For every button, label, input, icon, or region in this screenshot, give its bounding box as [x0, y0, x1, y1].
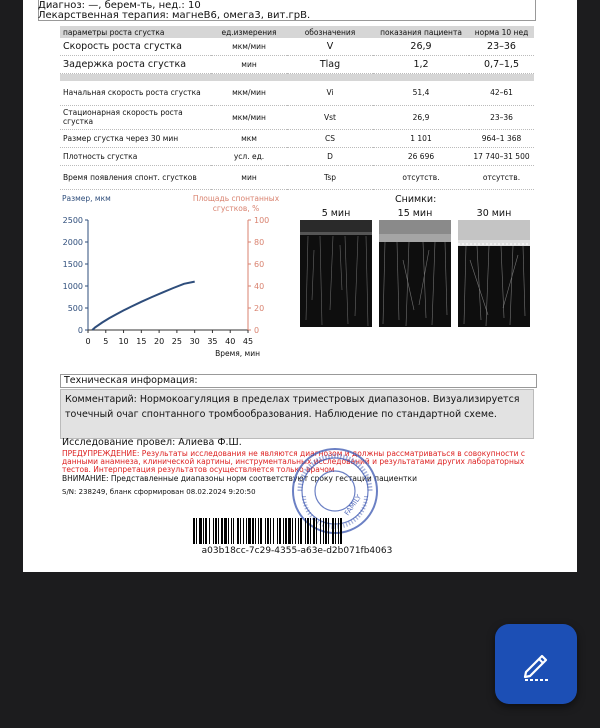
row-symbol: D: [287, 147, 373, 165]
x-tick-label: 0: [85, 337, 91, 346]
row-norm: 964–1 368: [469, 129, 534, 147]
attention-text: ВНИМАНИЕ: Представленные диапазоны норм соответствуют сроку гестации пациентки: [62, 474, 417, 483]
y2-axis-label-line1: Площадь спонтанных: [192, 194, 280, 203]
barcode-bar: [196, 518, 197, 544]
y2-tick-label: 0: [254, 326, 260, 335]
barcode-bar: [273, 518, 274, 544]
barcode: [193, 518, 401, 544]
barcode-bar: [277, 518, 278, 544]
row-norm: 0,7–1,5: [469, 56, 534, 74]
table-row: [60, 105, 534, 129]
barcode-bar: [231, 518, 232, 544]
comment-line-1: Комментарий: Нормокоагуляция в пределах триместровых диапазонов. Визуализируется: [65, 394, 520, 405]
x-tick-label: 5: [103, 337, 109, 346]
x-tick-label: 15: [136, 337, 147, 346]
barcode-bar: [310, 518, 311, 544]
x-tick-label: 30: [189, 337, 200, 346]
row-value: 26,9: [373, 105, 469, 129]
barcode-bar: [193, 518, 195, 544]
barcode-bar: [316, 518, 317, 544]
row-symbol: Vi: [287, 81, 373, 105]
barcode-bar: [246, 518, 247, 544]
barcode-bar: [248, 518, 251, 544]
y2-tick-label: 60: [254, 260, 265, 269]
barcode-bar: [237, 518, 239, 544]
barcode-bar: [205, 518, 207, 544]
comment-box: [60, 389, 534, 439]
serial-number: S/N: 238249, бланк сформирован 08.02.2024 9:20:50: [62, 488, 256, 496]
barcode-bar: [233, 518, 234, 544]
row-symbol: CS: [287, 129, 373, 147]
parameters-table: [60, 26, 534, 190]
row-unit: усл. ед.: [211, 147, 287, 165]
row-norm: отсутств.: [469, 165, 534, 189]
barcode-bar: [265, 518, 266, 544]
stamp-text: FAMILY: [343, 493, 364, 518]
table-row: [60, 165, 534, 189]
barcode-bar: [258, 518, 259, 544]
barcode-bar: [307, 518, 309, 544]
table-row: [60, 147, 534, 165]
col-symbol: обозначения: [287, 26, 373, 38]
x-tick-label: 45: [242, 337, 254, 346]
barcode-bar: [305, 518, 306, 544]
row-name: Стационарная скорость роста сгустка: [60, 105, 211, 129]
edit-pen-icon: [518, 646, 554, 682]
barcode-bar: [255, 518, 256, 544]
barcode-bar: [285, 518, 287, 544]
row-unit: мкм/мин: [211, 105, 287, 129]
barcode-bar: [270, 518, 271, 544]
barcode-bar: [213, 518, 214, 544]
row-name: Начальная скорость роста сгустка: [60, 81, 211, 105]
barcode-bar: [335, 518, 336, 544]
clot-photo-15min: [379, 220, 451, 327]
row-unit: мин: [211, 165, 287, 189]
clot-photo-30min: [458, 220, 530, 327]
table-row: [60, 81, 534, 105]
photo-label-30min: 30 мин: [476, 208, 512, 219]
barcode-bar: [298, 518, 299, 544]
photo-label-5min: 5 мин: [321, 208, 351, 219]
y-tick-label: 1500: [62, 260, 83, 269]
barcode-bar: [228, 518, 229, 544]
row-name: Размер сгустка через 30 мин: [60, 129, 211, 147]
y2-tick-label: 20: [254, 304, 265, 313]
row-unit: мкм/мин: [211, 38, 287, 56]
x-tick-label: 20: [154, 337, 165, 346]
barcode-bar: [313, 518, 315, 544]
barcode-bar: [224, 518, 227, 544]
barcode-bar: [288, 518, 291, 544]
table-row: [60, 38, 534, 56]
row-value: 1,2: [373, 56, 469, 74]
y2-tick-label: 40: [254, 282, 265, 291]
row-norm: 42–61: [469, 81, 534, 105]
barcode-bar: [295, 518, 296, 544]
performed-by: Исследование провел: Алиева Ф.Ш.: [62, 437, 242, 448]
y-tick-label: 500: [67, 304, 83, 313]
barcode-bar: [338, 518, 339, 544]
y-tick-label: 2500: [62, 216, 83, 225]
row-value: 51,4: [373, 81, 469, 105]
barcode-bar: [320, 518, 321, 544]
barcode-bar: [279, 518, 281, 544]
row-name: Плотность сгустка: [60, 147, 211, 165]
row-unit: мкм: [211, 129, 287, 147]
row-norm: 17 740–31 500: [469, 147, 534, 165]
barcode-bar: [292, 518, 293, 544]
barcode-bar: [243, 518, 244, 544]
y2-axis-label-line2: сгустков, %: [212, 204, 260, 213]
barcode-bar: [340, 518, 342, 544]
row-name: Время появления спонт. сгустков: [60, 165, 211, 189]
barcode-text: a03b18cc-7c29-4355-a63e-d2b071fb4063: [201, 546, 393, 556]
row-symbol: Vst: [287, 105, 373, 129]
y-tick-label: 2000: [62, 238, 83, 247]
therapy-line: Лекарственная терапия: магнеВ6, омега3, вит.грВ.: [38, 10, 311, 21]
clot-photo-5min: [300, 220, 372, 327]
barcode-bar: [332, 518, 334, 544]
photo-label-15min: 15 мин: [397, 208, 433, 219]
diagnosis-line: Диагноз: —, берем-ть, нед.: 10: [38, 0, 201, 11]
technical-info-header: Техническая информация:: [60, 374, 537, 388]
warning-text: ПРЕДУПРЕЖДЕНИЕ: Результаты исследования не являются диагнозом и должны рассматриваться в совокупности с данными анамнеза, клинической картины, инструментальных исследований и результатами других лабораторных тестов. Интерпретация результатов осуществляется только врачом: [62, 449, 526, 474]
y-axis-label: Размер, мкм: [62, 194, 111, 203]
x-tick-label: 10: [118, 337, 129, 346]
row-symbol: Tlag: [287, 56, 373, 74]
barcode-bar: [323, 518, 324, 544]
y-tick-label: 1000: [62, 282, 83, 291]
table-row: [60, 129, 534, 147]
barcode-bar: [240, 518, 241, 544]
row-norm: 23–36: [469, 38, 534, 56]
row-unit: мкм/мин: [211, 81, 287, 105]
col-parameter: параметры роста сгустка: [60, 26, 211, 38]
row-name: Скорость роста сгустка: [60, 38, 211, 56]
table-separator: [60, 74, 534, 82]
x-tick-label: 40: [225, 337, 236, 346]
barcode-bar: [252, 518, 254, 544]
row-value: 26,9: [373, 38, 469, 56]
col-norm: норма 10 нед: [469, 26, 534, 38]
row-norm: 23–36: [469, 105, 534, 129]
y2-tick-label: 100: [254, 216, 270, 225]
barcode-bar: [209, 518, 210, 544]
barcode-bar: [267, 518, 269, 544]
barcode-bar: [300, 518, 302, 544]
edit-fab-button[interactable]: [495, 624, 577, 704]
row-value: 1 101: [373, 129, 469, 147]
photos-title: Снимки:: [395, 194, 437, 205]
row-symbol: V: [287, 38, 373, 56]
col-unit: ед.измерения: [211, 26, 287, 38]
y2-tick-label: 80: [254, 238, 265, 247]
table-row: [60, 56, 534, 74]
y-tick-label: 0: [77, 326, 83, 335]
barcode-bar: [218, 518, 219, 544]
table-header: [60, 26, 534, 38]
row-unit: мин: [211, 56, 287, 74]
row-value: отсутств.: [373, 165, 469, 189]
barcode-bar: [215, 518, 217, 544]
x-axis-label: Время, мин: [215, 349, 260, 358]
row-name: Задержка роста сгустка: [60, 56, 211, 74]
barcode-bar: [283, 518, 284, 544]
x-tick-label: 35: [207, 337, 218, 346]
clot-growth-chart: [60, 192, 290, 362]
col-value: показания пациента: [373, 26, 469, 38]
barcode-bar: [221, 518, 223, 544]
barcode-bar: [325, 518, 327, 544]
clot-size-series-line: [92, 282, 194, 330]
barcode-bar: [328, 518, 329, 544]
barcode-bar: [203, 518, 204, 544]
barcode-bar: [199, 518, 202, 544]
barcode-bar: [260, 518, 262, 544]
x-tick-label: 25: [171, 337, 182, 346]
row-symbol: Tsp: [287, 165, 373, 189]
comment-line-2: точечный очаг спонтанного тромбообразования. Наблюдение по стандартной схеме.: [65, 409, 497, 420]
row-value: 26 696: [373, 147, 469, 165]
